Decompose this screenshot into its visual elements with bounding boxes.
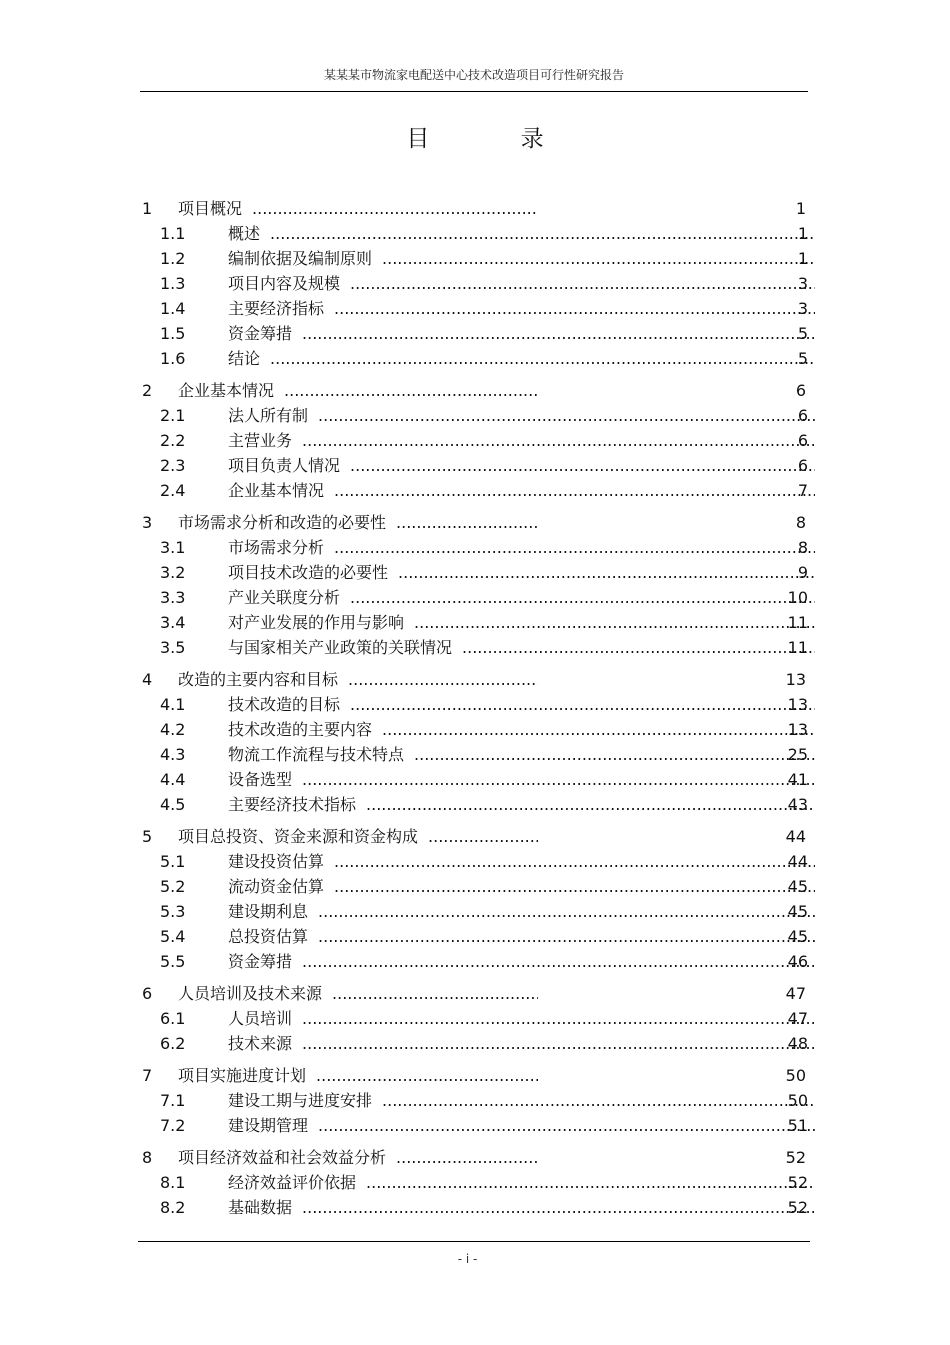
toc-entry-leader <box>228 1006 815 1031</box>
running-header: 某某某市物流家电配送中心技术改造项目可行性研究报告 <box>323 68 624 82</box>
toc-entry-title: 项目总投资、资金来源和资金构成 <box>178 827 428 846</box>
toc-title <box>0 120 950 153</box>
toc-entry-number: 6 <box>142 984 153 1003</box>
dot-leader <box>316 1066 538 1085</box>
table-of-contents <box>0 196 950 1220</box>
toc-entry-leader <box>228 742 815 767</box>
dot-leader <box>334 481 815 500</box>
toc-entry-leader <box>228 1113 815 1138</box>
toc-entry-leader <box>228 767 815 792</box>
toc-chapter-entry[interactable] <box>0 378 950 403</box>
toc-entry-title: 改造的主要内容和目标 <box>178 670 348 689</box>
toc-entry-page: 6 <box>797 431 808 450</box>
toc-entry-number: 3.3 <box>160 588 186 607</box>
toc-section-entry[interactable] <box>0 1006 950 1031</box>
toc-entry-leader <box>228 692 815 717</box>
toc-entry-leader <box>178 981 538 1006</box>
toc-entry-title: 人员培训及技术来源 <box>178 984 332 1003</box>
toc-entry-number: 2.2 <box>160 431 186 450</box>
dot-leader <box>270 349 815 368</box>
toc-entry-number: 3 <box>142 513 153 532</box>
dot-leader <box>252 199 538 218</box>
dot-leader <box>332 984 538 1003</box>
toc-entry-leader <box>178 1145 538 1170</box>
toc-entry-title: 与国家相关产业政策的关联情况 <box>228 638 462 657</box>
toc-entry-number: 2.4 <box>160 481 186 500</box>
toc-entry-title: 资金筹措 <box>228 952 302 971</box>
header-rule <box>140 91 808 92</box>
toc-entry-page: 41 <box>787 770 808 789</box>
toc-entry-page: 43 <box>787 795 808 814</box>
toc-entry-page: 52 <box>787 1173 808 1192</box>
toc-section-entry[interactable] <box>0 346 950 371</box>
toc-entry-number: 3.5 <box>160 638 186 657</box>
toc-section-entry[interactable] <box>0 792 950 817</box>
toc-section-entry[interactable] <box>0 1170 950 1195</box>
dot-leader <box>318 902 815 921</box>
dot-leader <box>334 852 815 871</box>
toc-entry-page: 51 <box>787 1116 808 1135</box>
toc-entry-title: 结论 <box>228 349 270 368</box>
toc-entry-title: 经济效益评价依据 <box>228 1173 366 1192</box>
dot-leader <box>382 249 815 268</box>
toc-entry-number: 4.2 <box>160 720 186 739</box>
dot-leader <box>382 720 815 739</box>
toc-section-entry[interactable] <box>0 849 950 874</box>
toc-entry-leader <box>228 585 815 610</box>
toc-entry-title: 技术来源 <box>228 1034 302 1053</box>
toc-entry-page: 5 <box>797 324 808 343</box>
toc-entry-page: 6 <box>797 406 808 425</box>
toc-entry-leader <box>228 221 815 246</box>
toc-entry-title: 主要经济技术指标 <box>228 795 366 814</box>
toc-entry-title: 主要经济指标 <box>228 299 334 318</box>
toc-entry-leader <box>228 610 815 635</box>
toc-entry-page: 50 <box>785 1066 806 1085</box>
dot-leader <box>284 381 538 400</box>
toc-entry-title: 项目内容及规模 <box>228 274 350 293</box>
toc-entry-leader <box>228 271 815 296</box>
toc-entry-leader <box>178 824 538 849</box>
toc-entry-page: 47 <box>787 1009 808 1028</box>
toc-section-entry[interactable] <box>0 949 950 974</box>
toc-entry-number: 4.1 <box>160 695 186 714</box>
toc-entry-title: 项目实施进度计划 <box>178 1066 316 1085</box>
toc-entry-page: 9 <box>797 563 808 582</box>
dot-leader <box>350 588 815 607</box>
toc-chapter-entry[interactable] <box>0 1145 950 1170</box>
toc-entry-number: 5.5 <box>160 952 186 971</box>
toc-entry-page: 45 <box>787 877 808 896</box>
toc-entry-number: 7.2 <box>160 1116 186 1135</box>
toc-entry-title: 流动资金估算 <box>228 877 334 896</box>
toc-entry-title: 编制依据及编制原则 <box>228 249 382 268</box>
toc-section-entry[interactable] <box>0 1088 950 1113</box>
toc-entry-title: 项目负责人情况 <box>228 456 350 475</box>
toc-entry-page: 10 <box>787 588 808 607</box>
toc-entry-page: 25 <box>787 745 808 764</box>
toc-entry-page: 13 <box>785 670 806 689</box>
toc-entry-page: 44 <box>787 852 808 871</box>
toc-section-entry[interactable] <box>0 635 950 660</box>
dot-leader <box>396 513 538 532</box>
toc-entry-leader <box>228 1088 815 1113</box>
toc-entry-title: 企业基本情况 <box>178 381 284 400</box>
toc-entry-leader <box>228 478 815 503</box>
toc-entry-title: 对产业发展的作用与影响 <box>228 613 414 632</box>
toc-entry-title: 企业基本情况 <box>228 481 334 500</box>
dot-leader <box>302 952 815 971</box>
toc-entry-number: 5.1 <box>160 852 186 871</box>
dot-leader <box>302 431 815 450</box>
toc-entry-title: 技术改造的主要内容 <box>228 720 382 739</box>
toc-entry-leader <box>228 535 815 560</box>
toc-section-entry[interactable] <box>0 1031 950 1056</box>
toc-section-entry[interactable] <box>0 246 950 271</box>
toc-entry-leader <box>228 899 815 924</box>
toc-entry-leader <box>228 1195 815 1220</box>
toc-entry-number: 1 <box>142 199 153 218</box>
toc-chapter-entry[interactable] <box>0 824 950 849</box>
toc-entry-number: 2.3 <box>160 456 186 475</box>
toc-entry-page: 11 <box>787 613 808 632</box>
dot-leader <box>302 1198 815 1217</box>
toc-entry-number: 3.2 <box>160 563 186 582</box>
toc-entry-leader <box>228 849 815 874</box>
toc-entry-page: 7 <box>797 481 808 500</box>
toc-entry-title: 建设期利息 <box>228 902 318 921</box>
toc-section-entry[interactable] <box>0 899 950 924</box>
toc-entry-leader <box>228 560 815 585</box>
toc-entry-leader <box>178 196 538 221</box>
toc-entry-number: 4.5 <box>160 795 186 814</box>
toc-entry-title: 市场需求分析和改造的必要性 <box>178 513 396 532</box>
toc-entry-number: 2.1 <box>160 406 186 425</box>
toc-entry-title: 人员培训 <box>228 1009 302 1028</box>
toc-entry-number: 8.2 <box>160 1198 186 1217</box>
page-number: - i - <box>457 1252 478 1266</box>
toc-entry-title: 项目经济效益和社会效益分析 <box>178 1148 396 1167</box>
dot-leader <box>462 638 815 657</box>
toc-entry-page: 5 <box>797 349 808 368</box>
toc-entry-title: 总投资估算 <box>228 927 318 946</box>
toc-entry-leader <box>178 667 538 692</box>
toc-entry-number: 5.2 <box>160 877 186 896</box>
toc-entry-leader <box>178 378 538 403</box>
toc-entry-title: 市场需求分析 <box>228 538 334 557</box>
dot-leader <box>396 1148 538 1167</box>
toc-entry-page: 47 <box>785 984 806 1003</box>
toc-entry-page: 1 <box>797 249 808 268</box>
toc-entry-leader <box>228 792 815 817</box>
toc-entry-page: 48 <box>787 1034 808 1053</box>
toc-section-entry[interactable] <box>0 717 950 742</box>
toc-section-entry[interactable] <box>0 535 950 560</box>
toc-entry-number: 1.5 <box>160 324 186 343</box>
toc-entry-number: 8.1 <box>160 1173 186 1192</box>
dot-leader <box>348 670 538 689</box>
toc-entry-number: 4 <box>142 670 153 689</box>
toc-entry-number: 3.4 <box>160 613 186 632</box>
toc-entry-leader <box>228 428 815 453</box>
toc-entry-leader <box>228 346 815 371</box>
dot-leader <box>302 1034 815 1053</box>
dot-leader <box>350 274 815 293</box>
toc-entry-number: 5 <box>142 827 153 846</box>
toc-section-entry[interactable] <box>0 296 950 321</box>
toc-section-entry[interactable] <box>0 692 950 717</box>
dot-leader <box>318 1116 815 1135</box>
toc-entry-title: 项目技术改造的必要性 <box>228 563 398 582</box>
toc-entry-title: 建设期管理 <box>228 1116 318 1135</box>
toc-section-entry[interactable] <box>0 767 950 792</box>
toc-section-entry[interactable] <box>0 321 950 346</box>
toc-chapter-entry[interactable] <box>0 667 950 692</box>
toc-entry-title: 主营业务 <box>228 431 302 450</box>
toc-entry-number: 1.1 <box>160 224 186 243</box>
toc-entry-leader <box>228 635 815 660</box>
toc-section-entry[interactable] <box>0 560 950 585</box>
toc-entry-number: 8 <box>142 1148 153 1167</box>
toc-entry-number: 4.4 <box>160 770 186 789</box>
toc-section-entry[interactable] <box>0 478 950 503</box>
dot-leader <box>334 538 815 557</box>
toc-chapter-entry[interactable] <box>0 510 950 535</box>
toc-section-entry[interactable] <box>0 1113 950 1138</box>
dot-leader <box>334 877 815 896</box>
toc-entry-title: 法人所有制 <box>228 406 318 425</box>
toc-section-entry[interactable] <box>0 585 950 610</box>
toc-entry-title: 基础数据 <box>228 1198 302 1217</box>
toc-entry-number: 1.2 <box>160 249 186 268</box>
toc-entry-leader <box>228 1170 815 1195</box>
dot-leader <box>318 927 815 946</box>
toc-entry-number: 1.3 <box>160 274 186 293</box>
toc-entry-title: 资金筹措 <box>228 324 302 343</box>
toc-entry-number: 1.6 <box>160 349 186 368</box>
toc-entry-page: 52 <box>785 1148 806 1167</box>
toc-entry-page: 13 <box>787 695 808 714</box>
toc-entry-leader <box>228 924 815 949</box>
toc-entry-number: 2 <box>142 381 153 400</box>
toc-entry-page: 1 <box>795 199 806 218</box>
toc-entry-number: 3.1 <box>160 538 186 557</box>
toc-section-entry[interactable] <box>0 742 950 767</box>
toc-entry-number: 5.3 <box>160 902 186 921</box>
toc-section-entry[interactable] <box>0 428 950 453</box>
toc-entry-page: 45 <box>787 902 808 921</box>
dot-leader <box>318 406 815 425</box>
toc-entry-number: 7 <box>142 1066 153 1085</box>
toc-section-entry[interactable] <box>0 610 950 635</box>
toc-entry-leader <box>228 949 815 974</box>
dot-leader <box>270 224 815 243</box>
toc-section-entry[interactable] <box>0 271 950 296</box>
toc-entry-number: 5.4 <box>160 927 186 946</box>
toc-section-entry[interactable] <box>0 1195 950 1220</box>
dot-leader <box>350 695 815 714</box>
toc-entry-title: 技术改造的目标 <box>228 695 350 714</box>
dot-leader <box>366 1173 815 1192</box>
toc-entry-leader <box>228 717 815 742</box>
toc-entry-page: 45 <box>787 927 808 946</box>
toc-entry-title: 设备选型 <box>228 770 302 789</box>
dot-leader <box>414 745 815 764</box>
toc-entry-page: 3 <box>797 299 808 318</box>
toc-section-entry[interactable] <box>0 453 950 478</box>
toc-entry-title: 建设投资估算 <box>228 852 334 871</box>
dot-leader <box>382 1091 815 1110</box>
toc-entry-leader <box>178 510 538 535</box>
toc-chapter-entry[interactable] <box>0 1063 950 1088</box>
dot-leader <box>302 1009 815 1028</box>
toc-section-entry[interactable] <box>0 874 950 899</box>
toc-entry-page: 46 <box>787 952 808 971</box>
toc-entry-leader <box>228 321 815 346</box>
toc-entry-page: 1 <box>797 224 808 243</box>
dot-leader <box>350 456 815 475</box>
dot-leader <box>428 827 538 846</box>
toc-entry-number: 4.3 <box>160 745 186 764</box>
toc-entry-leader <box>228 296 815 321</box>
toc-entry-title: 项目概况 <box>178 199 252 218</box>
dot-leader <box>414 613 815 632</box>
toc-entry-number: 6.2 <box>160 1034 186 1053</box>
toc-entry-leader <box>228 453 815 478</box>
toc-entry-number: 1.4 <box>160 299 186 318</box>
toc-entry-leader <box>228 246 815 271</box>
toc-section-entry[interactable] <box>0 221 950 246</box>
toc-entry-page: 3 <box>797 274 808 293</box>
toc-entry-title: 概述 <box>228 224 270 243</box>
toc-entry-leader <box>228 1031 815 1056</box>
toc-entry-page: 6 <box>795 381 806 400</box>
toc-section-entry[interactable] <box>0 403 950 428</box>
toc-entry-number: 6.1 <box>160 1009 186 1028</box>
dot-leader <box>302 324 815 343</box>
toc-entry-page: 50 <box>787 1091 808 1110</box>
toc-chapter-entry[interactable] <box>0 981 950 1006</box>
toc-section-entry[interactable] <box>0 924 950 949</box>
toc-title-left: 目 <box>406 126 430 152</box>
toc-entry-title: 建设工期与进度安排 <box>228 1091 382 1110</box>
toc-entry-leader <box>228 403 815 428</box>
toc-entry-page: 8 <box>795 513 806 532</box>
dot-leader <box>302 770 815 789</box>
dot-leader <box>334 299 815 318</box>
dot-leader <box>366 795 815 814</box>
toc-entry-page: 8 <box>797 538 808 557</box>
toc-entry-page: 13 <box>787 720 808 739</box>
toc-entry-page: 6 <box>797 456 808 475</box>
toc-entry-page: 44 <box>785 827 806 846</box>
toc-chapter-entry[interactable] <box>0 196 950 221</box>
toc-entry-title: 产业关联度分析 <box>228 588 350 607</box>
toc-entry-leader <box>228 874 815 899</box>
toc-entry-page: 52 <box>787 1198 808 1217</box>
toc-entry-title: 物流工作流程与技术特点 <box>228 745 414 764</box>
toc-title-right: 录 <box>520 126 544 152</box>
toc-entry-number: 7.1 <box>160 1091 186 1110</box>
dot-leader <box>398 563 815 582</box>
toc-entry-page: 11 <box>787 638 808 657</box>
footer-rule <box>138 1241 810 1242</box>
toc-entry-leader <box>178 1063 538 1088</box>
